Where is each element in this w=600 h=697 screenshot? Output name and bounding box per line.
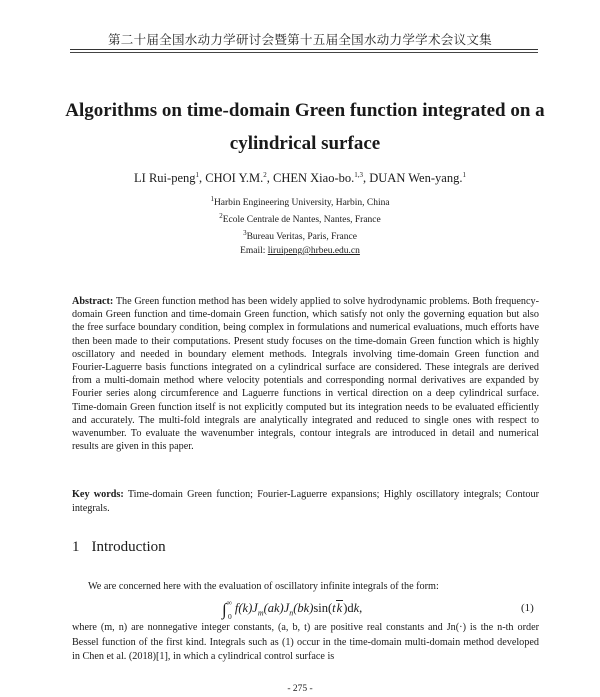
intro-paragraph: We are concerned here with the evaluation of oscillatory infinite integrals of the form: — [88, 581, 439, 592]
page-number: - 275 - — [287, 684, 313, 694]
running-head: 第二十届全国水动力学研讨会暨第十五届全国水动力学学术会议文集 — [107, 32, 492, 47]
email-link[interactable]: liruipeng@hrbeu.edu.cn — [267, 246, 360, 256]
section-heading — [72, 539, 166, 556]
keywords-label: Key words: — [72, 489, 124, 500]
author: CHEN Xiao-bo. — [273, 171, 355, 186]
email-label: Email: — [240, 246, 268, 256]
abstract — [72, 295, 539, 453]
keywords-text: Time-domain Green function; Fourier-Laguerre expansions; Highly oscillatory integrals; Contour integrals. — [72, 489, 539, 514]
abstract-text: The Green function method has been widely applied to solve hydrodynamic problems. Both frequency-domain Green function and time-domain Green function, which satisfy not only the governing equation but also the free surface boundary condition, being complex in formulations and numerical evaluations, much efforts have then been made to their computations. Present study focuses on the time-domain Green function which is highly oscillatory and needed in boundary element methods. Integrals involving time-domain Green function and Fourier-Laguerre basis functions integrated on a cylindrical surface are considered. These integrals are derived from a multi-domain method where velocity potentials and corresponding normal derivatives are expanded by Fourier series along circumference and Laguerre functions in vertical direction on a deep cylindrical surface. Time-domain Green function itself is not explicitly computed but its integration needs to be evaluated efficiently and accurately. The multi-fold integrals are analytically integrated and reduced to single ones with respect to wavenumber. To evaluate the wavenumber integrals, contour integrals are introduced in detail and numerical results are given in this paper. — [72, 296, 539, 453]
section-title: Introduction — [91, 539, 166, 555]
section-number: 1 — [72, 539, 80, 555]
equation-1: $\int^\infty_0$ $f(k)J_m(ak)J_n(bk)\sin(tk)dk$, — [222, 598, 363, 621]
paper-title: Algorithms on time-domain Green function integrated on a cylindrical surface — [65, 100, 545, 154]
abstract-label: Abstract: — [72, 296, 114, 307]
header-rule-thin — [70, 52, 538, 53]
keywords — [72, 488, 539, 516]
author-affil-mark: 2 — [263, 171, 267, 179]
author-list: LI Rui-peng$^1$, CHOI Y.M.$^2$, CHEN Xiao-bo.$^{1,3}$, DUAN Wen-yang.$^1$ — [134, 171, 466, 186]
intro-paragraph-continued: where (m, n) are nonnegative integer constants, (a, b, t) are positive real constants and Jn(·) is the n-th order Bessel function of the first kind. Integrals such as (1) occur in the time-domain multi-domain method developed in Chen et al. (2018)[1], in which a cylindrical control surface is — [72, 622, 539, 662]
author: LI Rui-peng — [134, 171, 196, 186]
author: DUAN Wen-yang. — [369, 171, 463, 186]
author-affil-mark: 1 — [195, 171, 199, 179]
contact-email — [0, 246, 600, 256]
author-affil-mark: 1 — [462, 171, 466, 179]
author: CHOI Y.M. — [205, 171, 264, 186]
author-affil-mark: 1,3 — [354, 171, 363, 179]
equation-number: (1) — [521, 602, 534, 614]
affiliation: $^1$Harbin Engineering University, Harbin, China — [210, 195, 390, 209]
header-rule — [70, 49, 538, 50]
affiliation: $^2$Ecole Centrale de Nantes, Nantes, France — [219, 212, 381, 226]
affiliation: $^3$Bureau Veritas, Paris, France — [243, 229, 357, 243]
